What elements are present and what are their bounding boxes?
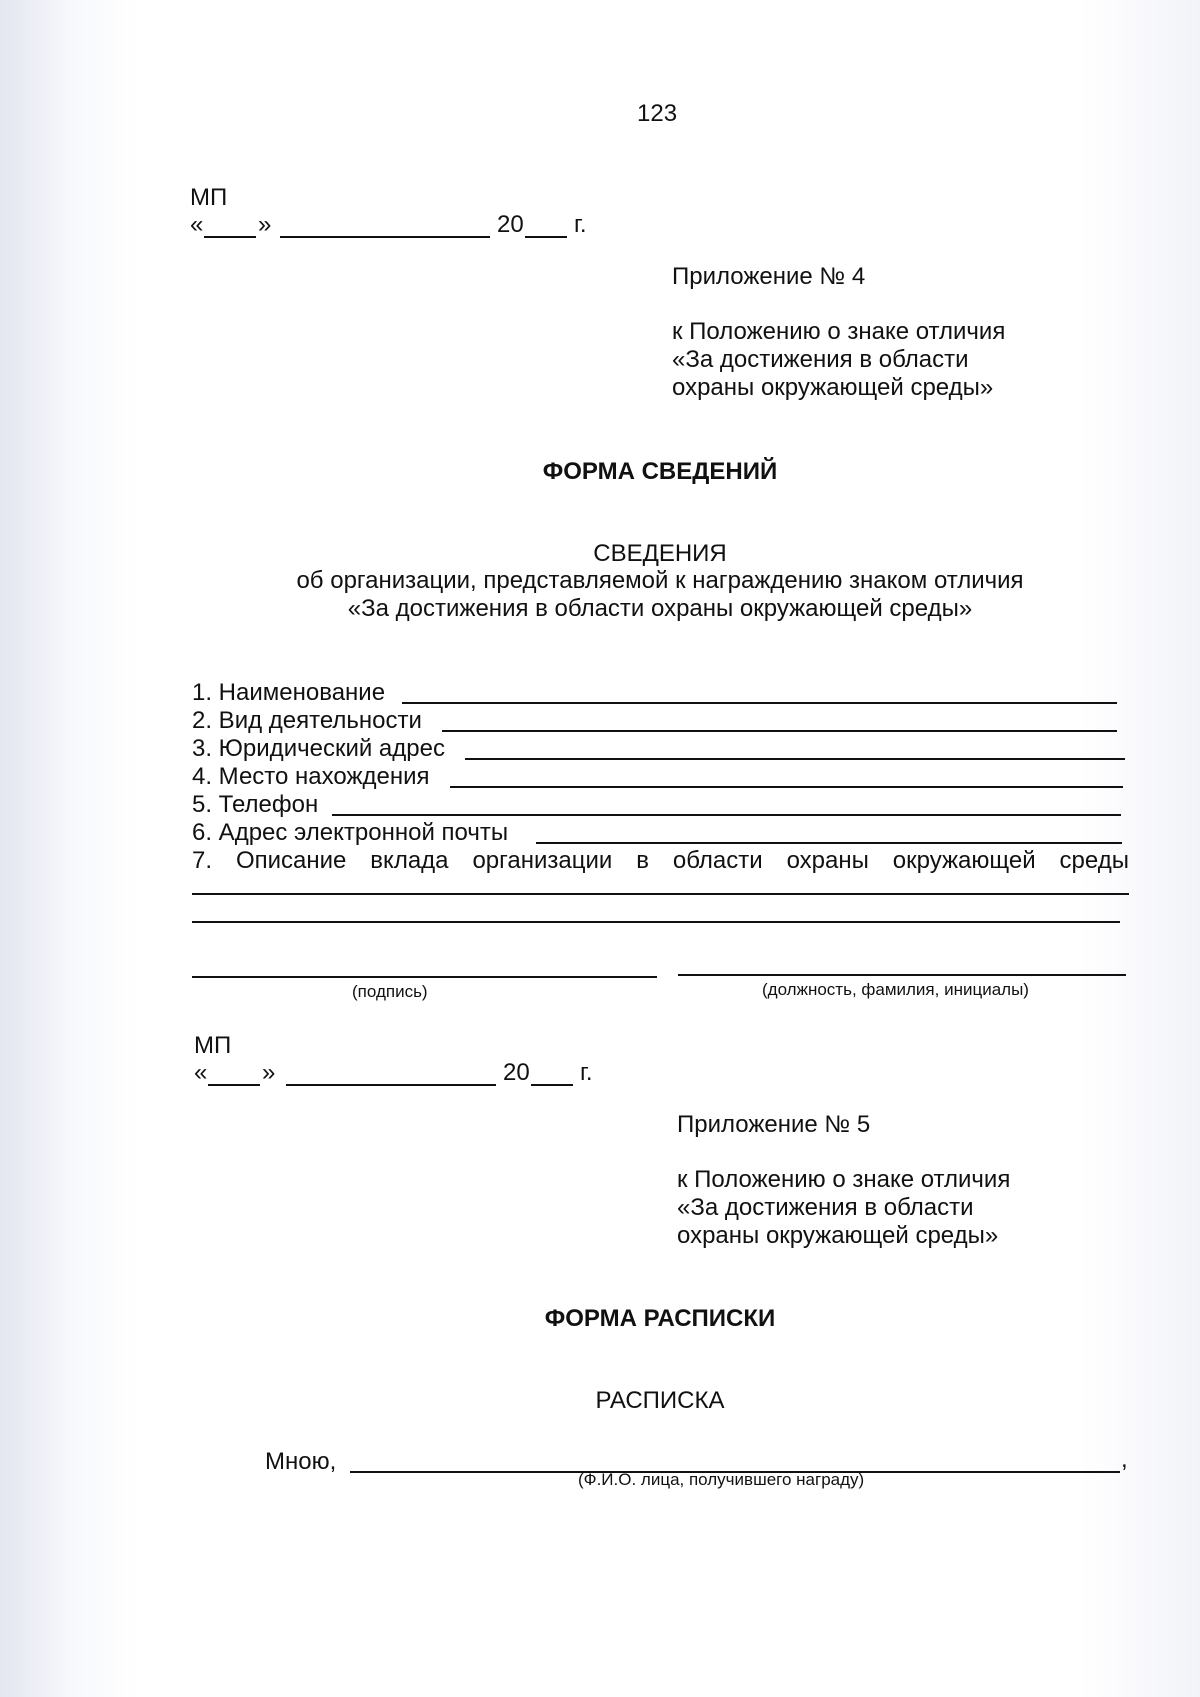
appendix-title: Приложение № 5 bbox=[677, 1111, 871, 1138]
field-label: 2. Вид деятельности bbox=[192, 707, 422, 734]
form-title: РАСПИСКА bbox=[595, 1387, 725, 1414]
year-blank bbox=[531, 1084, 573, 1086]
field-label: 3. Юридический адрес bbox=[192, 735, 445, 762]
field-blank[interactable] bbox=[442, 730, 1117, 732]
year-blank bbox=[525, 236, 567, 238]
position-blank[interactable] bbox=[678, 974, 1126, 976]
stamp-label: МП bbox=[190, 184, 228, 211]
field-blank[interactable] bbox=[192, 921, 1120, 923]
signature-caption: (подпись) bbox=[352, 982, 428, 1001]
position-caption: (должность, фамилия, инициалы) bbox=[762, 980, 1029, 999]
field-label: 4. Место нахождения bbox=[192, 763, 430, 790]
form-title: СВЕДЕНИЯ bbox=[593, 540, 727, 567]
appendix-ref-line: к Положению о знаке отличия bbox=[672, 318, 1006, 345]
appendix-ref-line: охраны окружающей среды» bbox=[677, 1222, 999, 1249]
signature-blank[interactable] bbox=[192, 976, 657, 978]
appendix-ref-line: к Положению о знаке отличия bbox=[677, 1166, 1011, 1193]
form-subtitle: об организации, представляемой к награждению знаком отличия bbox=[296, 567, 1024, 594]
field-label: 5. Телефон bbox=[192, 791, 319, 818]
form-heading: ФОРМА СВЕДЕНИЙ bbox=[542, 458, 778, 485]
day-blank bbox=[208, 1084, 260, 1086]
form-subtitle: «За достижения в области охраны окружающей среды» bbox=[347, 595, 973, 622]
recipient-name-caption: (Ф.И.О. лица, получившего награду) bbox=[578, 1470, 865, 1489]
field-blank[interactable] bbox=[402, 702, 1117, 704]
appendix-title: Приложение № 4 bbox=[672, 263, 866, 290]
stamp-label: МП bbox=[194, 1032, 232, 1059]
field-label: 7. Описание вклада организации в области охраны окружающей среды bbox=[192, 847, 1129, 874]
document-page: 123 МП « » 20 г. Приложение № 4 к Положению о знаке отличия «За достижения в области охраны окружающей среды» ФОРМА СВЕДЕНИЙ СВЕДЕНИЯ об организации, представляемой к награждению знаком отличия «За достижения в области охраны окружающей среды» 1. Наименование 2. Вид деятельности 3. Юридический адрес 4. Место нахождения 5. Телефон 6. Адрес электронной почты 7. Описание вклада организации в области охраны окружающей среды (подпись) (должность, фамилия, инициалы) МП « » 20 г. Приложение № 5 к Положению о знаке отличия «За достижения в области охраны окружающей среды» ФОРМА РАСПИСКИ РАСПИСКА Мною, , (Ф.И.О. лица, получившего награду) bbox=[0, 0, 1200, 1697]
appendix-ref-line: «За достижения в области bbox=[672, 346, 969, 373]
month-blank bbox=[280, 236, 490, 238]
field-blank[interactable] bbox=[192, 893, 1129, 895]
field-label: 6. Адрес электронной почты bbox=[192, 819, 509, 846]
receipt-line-suffix: , bbox=[1121, 1446, 1128, 1473]
day-blank bbox=[204, 236, 256, 238]
month-blank bbox=[286, 1084, 496, 1086]
receipt-line-prefix: Мною, bbox=[265, 1448, 337, 1475]
appendix-ref-line: охраны окружающей среды» bbox=[672, 374, 994, 401]
field-blank[interactable] bbox=[465, 758, 1125, 760]
field-blank[interactable] bbox=[332, 814, 1121, 816]
appendix-ref-line: «За достижения в области bbox=[677, 1194, 974, 1221]
form-heading: ФОРМА РАСПИСКИ bbox=[544, 1305, 776, 1332]
page-number: 123 bbox=[637, 100, 678, 127]
field-blank[interactable] bbox=[536, 842, 1122, 844]
field-blank[interactable] bbox=[450, 786, 1123, 788]
field-label: 1. Наименование bbox=[192, 679, 386, 706]
